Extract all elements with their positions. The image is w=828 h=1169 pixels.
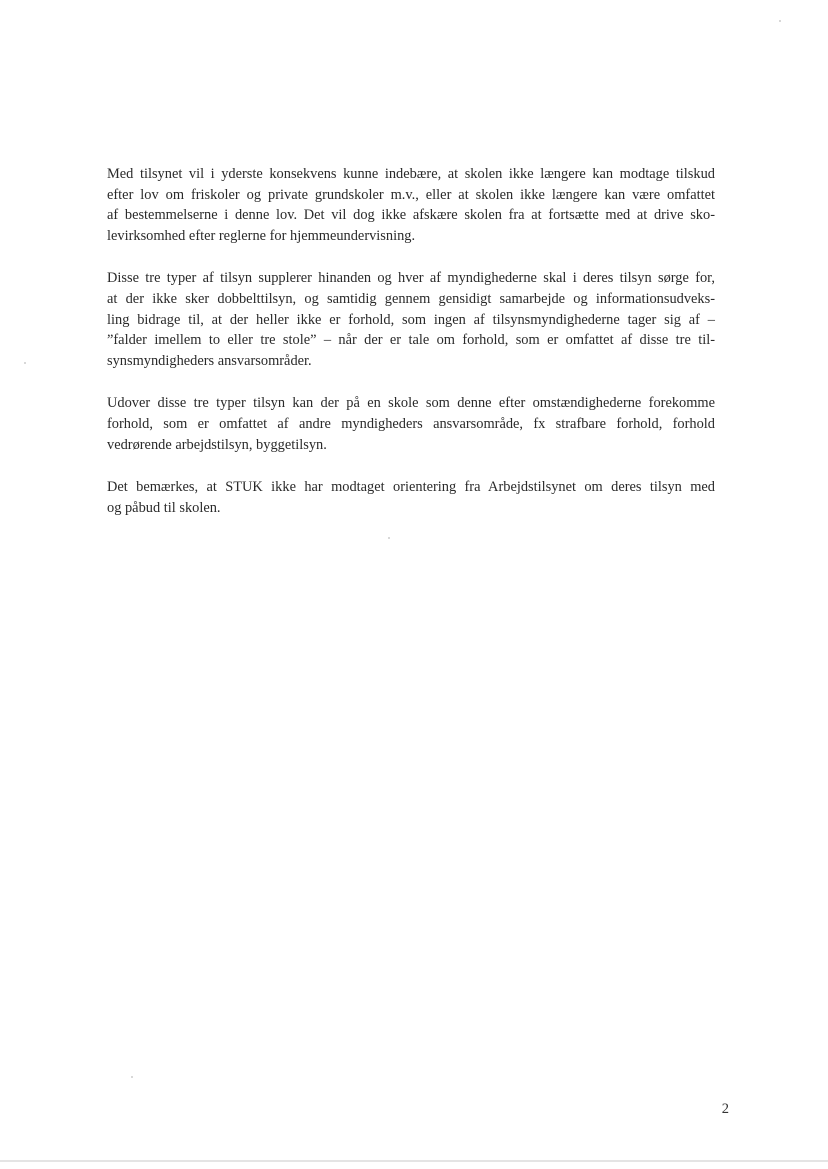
scan-edge <box>0 1160 828 1162</box>
scan-speck <box>779 20 781 22</box>
text-line: Disse tre typer af tilsyn supplerer hinanden og hver af myndighederne skal i deres tilsyn sørge for, <box>107 270 715 287</box>
text-line: Med tilsynet vil i yderste konsekvens kunne indebære, at skolen ikke længere kan modtage tilskud <box>107 166 715 182</box>
text-line: efter lov om friskoler og private grundskoler m.v., eller at skolen ikke længere kan være omfattet <box>107 186 715 203</box>
text-line: forhold, som er omfattet af andre myndigheders ansvarsområde, fx strafbare forhold, forhold <box>107 415 715 432</box>
text-line: synsmyndigheders ansvarsområder. <box>107 352 312 369</box>
text-line: af bestemmelserne i denne lov. Det vil dog ikke afskære skolen fra at fortsætte med at drive sko- <box>107 207 715 224</box>
text-line: vedrørende arbejdstilsyn, byggetilsyn. <box>107 436 327 453</box>
paragraph-consequences <box>107 164 715 246</box>
scan-speck <box>131 1076 133 1078</box>
text-line: Udover disse tre typer tilsyn kan der på en skole som denne efter omstændighederne forekomme <box>107 395 715 412</box>
text-line: levirksomhed efter reglerne for hjemmeundervisning. <box>107 227 416 244</box>
body-text <box>107 164 715 540</box>
text-line: at der ikke sker dobbelttilsyn, og samtidig gennem gensidigt samarbejde og informationsudveks- <box>107 290 715 307</box>
scan-speck <box>24 362 26 364</box>
paragraph-other-authorities <box>107 393 715 455</box>
text-line: ling bidrage til, at der heller ikke er forhold, som ingen af tilsynsmyndighederne tager sig af – <box>107 311 715 328</box>
scan-speck <box>388 537 390 539</box>
paragraph-supervision-types <box>107 268 715 371</box>
paragraph-stuk-remark <box>107 477 715 518</box>
text-line: Det bemærkes, at STUK ikke har modtaget orientering fra Arbejdstilsynet om deres tilsyn med <box>107 479 715 496</box>
text-line: ”falder imellem to eller tre stole” – når der er tale om forhold, som er omfattet af disse tre til- <box>107 332 715 349</box>
page-number: 2 <box>721 1101 729 1117</box>
text-line: og påbud til skolen. <box>107 499 221 516</box>
